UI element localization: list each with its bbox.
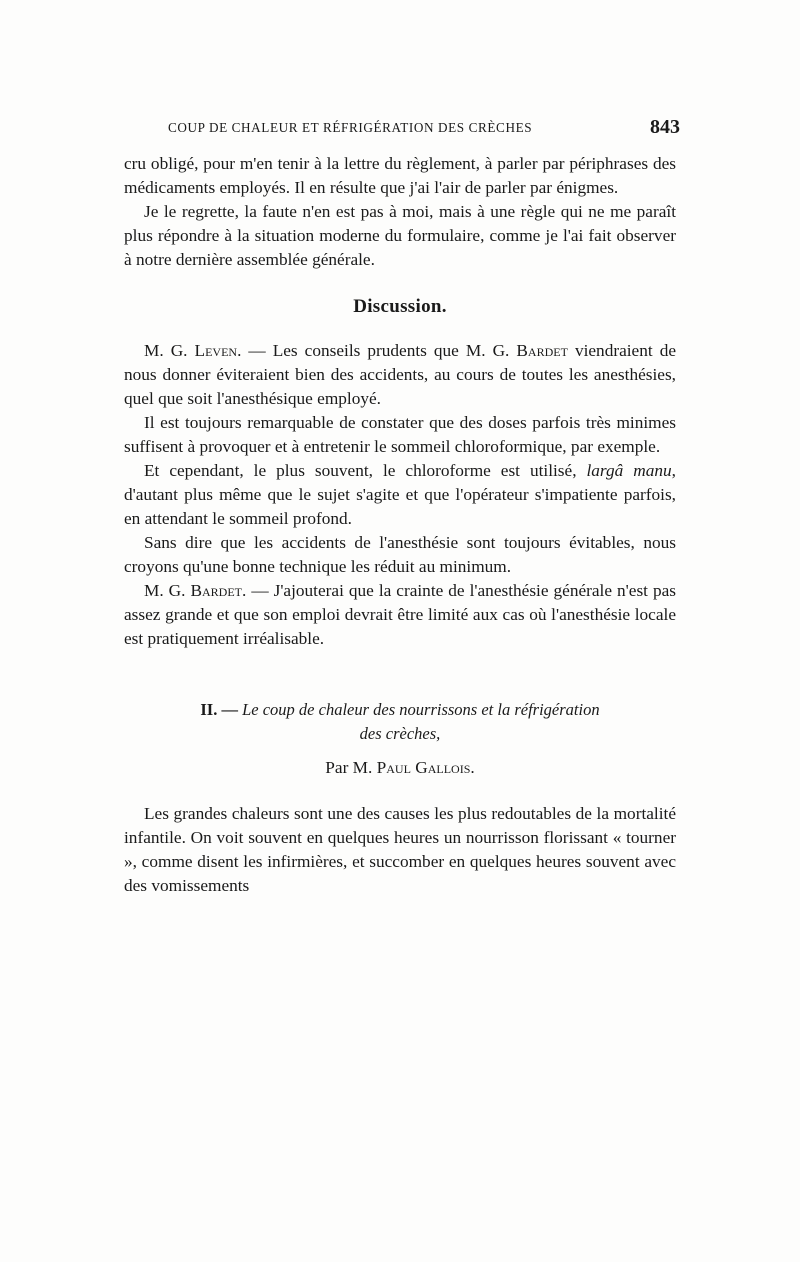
speaker-bardet: M. G. Bardet. <box>144 581 247 600</box>
bardet-text: — J'ajouterai que la crainte de l'anesthésie générale n'est pas assez grande et que son emploi devrait être limité aux cas où l'anesthésie locale est pratiquement irréalisable. <box>124 581 676 648</box>
page-header <box>168 116 680 146</box>
article-title <box>124 698 676 746</box>
paragraph-article-intro: Les grandes chaleurs sont une des causes les plus redoutables de la mortalité infantile. On voit souvent en quelques heures un nourrisson florissant « tourner », comme disent les infirmières, et succomber en quelques heures souvent avec des vomissements <box>124 804 676 895</box>
paragraph-continuation: cru obligé, pour m'en tenir à la lettre du règlement, à parler par périphrases des médicaments employés. Il en résulte que j'ai l'air de parler par énigmes. <box>124 154 676 197</box>
article-title-line1: Le coup de chaleur des nourrissons et la réfrigération <box>242 700 600 719</box>
paragraph-bardet <box>124 579 676 651</box>
leven-text-b: viendraient de nous donner éviteraient bien des accidents, au cours de toutes les anesthésies, quel que soit l'anesthésique employé. <box>124 341 676 408</box>
paragraph-regret: Je le regrette, la faute n'en est pas à moi, mais à une règle qui ne me paraît plus répondre à la situation moderne du formulaire, comme je l'ai fait observer à notre dernière assemblée générale. <box>124 202 676 269</box>
paragraph-leven-intro <box>124 339 676 411</box>
byline-prefix: Par M. <box>325 758 377 777</box>
discussion-title: Discussion. <box>353 296 447 317</box>
name-bardet: Bardet <box>516 341 568 360</box>
article-title-line2: des crèches, <box>359 724 441 743</box>
speaker-leven: M. G. Leven. <box>144 341 242 360</box>
running-head: COUP DE CHALEUR ET RÉFRIGÉRATION DES CRÈCHES <box>168 120 533 135</box>
page-number: 843 <box>650 116 680 138</box>
byline-author: Paul Gallois. <box>376 758 475 777</box>
article-number: II. — <box>200 700 238 719</box>
page-body <box>124 152 676 898</box>
paragraph-leven-doses: Il est toujours remarquable de constater que des doses parfois très minimes suffisent à provoquer et à entretenir le sommeil chloroformique, par exemple. <box>124 413 676 456</box>
paragraph-leven-technique: Sans dire que les accidents de l'anesthésie sont toujours évitables, nous croyons qu'une bonne technique les réduit au minimum. <box>124 533 676 576</box>
chloroform-text-a: Et cependant, le plus souvent, le chloroforme est utilisé, <box>144 461 587 480</box>
article-byline <box>124 756 676 780</box>
latin-phrase: largâ manu <box>586 461 672 480</box>
leven-text-a: — Les conseils prudents que M. G. <box>241 341 517 360</box>
paragraph-leven-chloroform <box>124 459 676 531</box>
chloroform-text-b: , d'autant plus même que le sujet s'agite et que l'opérateur s'impatiente parfois, en attendant le sommeil profond. <box>124 461 676 528</box>
